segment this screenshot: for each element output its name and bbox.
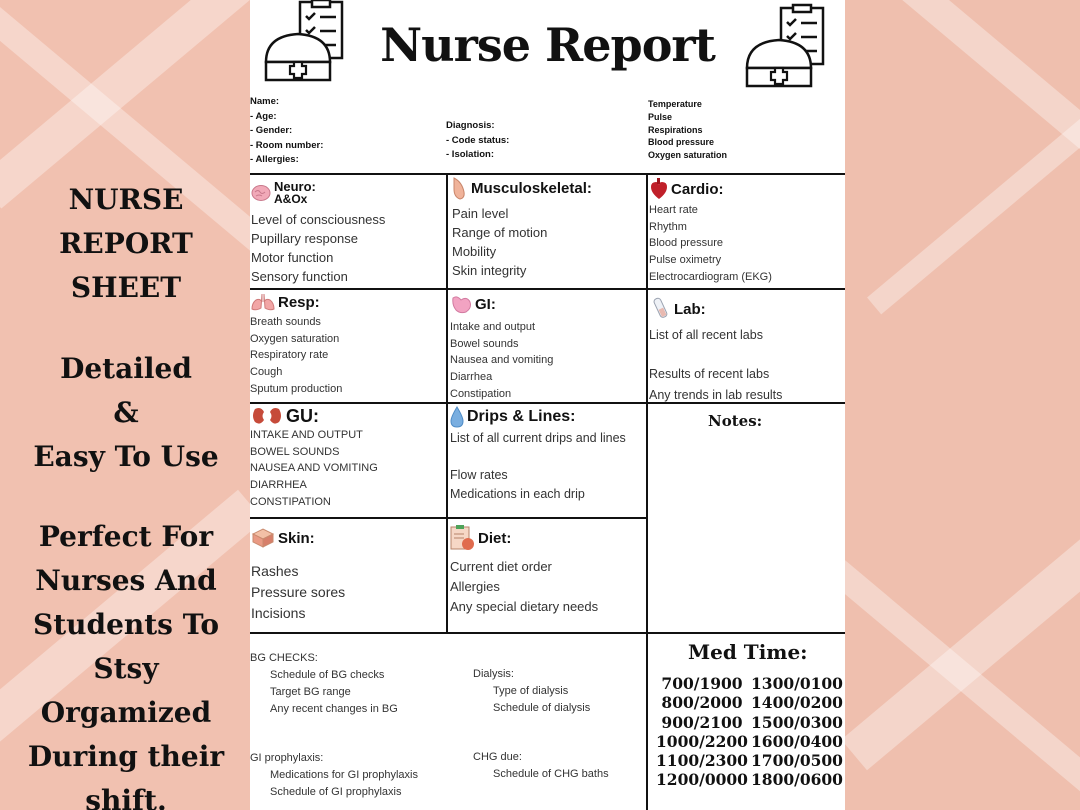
musculo-title-text: Musculoskeletal: xyxy=(471,179,592,197)
diet-title xyxy=(449,524,511,552)
list-item: Diarrhea xyxy=(450,371,493,384)
list-item: Nausea and vomiting xyxy=(450,354,554,367)
list-item: Target BG range xyxy=(270,686,351,698)
neuro-subtitle: A&Ox xyxy=(274,192,308,206)
resp-list xyxy=(250,314,342,398)
lab-title xyxy=(649,296,706,322)
list-item: Medications in each drip xyxy=(450,487,585,501)
promo-line: During their xyxy=(27,740,225,773)
list-item: NAUSEA AND VOMITING xyxy=(250,462,378,475)
info-line: Respirations xyxy=(648,124,703,135)
list-item: BOWEL SOUNDS xyxy=(250,445,340,458)
page-title: Nurse Report xyxy=(380,18,715,72)
gi-list xyxy=(450,319,553,403)
info-line: - Age: xyxy=(250,110,277,122)
promo-line: Students To Stsy xyxy=(32,608,219,685)
skin-title-text: Skin: xyxy=(278,529,315,547)
list-item: Electrocardiogram (EKG) xyxy=(649,270,772,283)
list-item: DIARRHEA xyxy=(250,479,307,492)
brain-icon xyxy=(251,184,271,202)
promo-line xyxy=(0,479,252,515)
gi-title xyxy=(450,294,496,314)
med-time-title: Med Time: xyxy=(688,640,808,664)
med-time-col-1 xyxy=(652,674,752,790)
diagnosis-info xyxy=(446,119,509,163)
list-item: Mobility xyxy=(452,244,497,259)
list-item: Incisions xyxy=(251,605,306,621)
info-line: - Isolation: xyxy=(446,149,495,160)
drips-title xyxy=(450,406,575,428)
list-item: Pain level xyxy=(452,206,509,221)
list-item: Medications for GI prophylaxis xyxy=(270,769,418,781)
med-time-slot: 1300/0100 xyxy=(751,674,843,693)
list-item: Range of motion xyxy=(452,225,548,240)
resp-title-text: Resp: xyxy=(278,293,320,311)
gu-title-text: GU: xyxy=(286,405,319,426)
list-item: Motor function xyxy=(251,250,334,265)
promo-line: Easy To Use xyxy=(33,440,219,473)
list-item: Cough xyxy=(250,366,283,379)
cardio-list xyxy=(649,202,772,286)
drips-list xyxy=(450,429,626,504)
list-item: Pulse oximetry xyxy=(649,254,722,267)
skin-list xyxy=(251,561,345,624)
nurse-report-sheet xyxy=(250,0,845,810)
med-time-slot: 800/2000 xyxy=(661,693,743,713)
list-item: Breath sounds xyxy=(250,316,321,328)
list-item: Current diet order xyxy=(450,559,552,574)
droplet-icon xyxy=(450,406,464,428)
lab-title-text: Lab: xyxy=(674,300,706,318)
list-item: Blood pressure xyxy=(649,237,723,250)
promo-line: & xyxy=(113,396,139,429)
background-right xyxy=(845,0,1080,810)
gi-prophylaxis-block xyxy=(250,750,418,801)
grid-line xyxy=(446,173,448,633)
lab-list xyxy=(649,325,782,406)
info-line: - Allergies: xyxy=(250,154,299,165)
list-item: Pressure sores xyxy=(251,584,346,600)
diet-clipboard-icon xyxy=(449,524,475,552)
gi-prophylaxis-title: GI prophylaxis: xyxy=(250,752,324,764)
cardio-title xyxy=(650,177,724,201)
bg-checks-title: BG CHECKS: xyxy=(250,652,318,664)
list-item: Skin integrity xyxy=(452,263,527,278)
stomach-icon xyxy=(450,294,472,314)
med-time-slot: 1400/0200 xyxy=(751,693,843,713)
gi-title-text: GI: xyxy=(475,295,496,313)
patient-info xyxy=(250,95,323,168)
info-line: Name: xyxy=(250,96,280,107)
dialysis-block xyxy=(473,666,590,717)
musculo-list xyxy=(452,204,547,280)
neuro-title-text: Neuro: xyxy=(274,179,316,194)
muscle-arm-icon xyxy=(450,176,468,200)
notes-title xyxy=(708,412,762,430)
notes-title-text: Notes: xyxy=(708,412,763,430)
info-line: - Gender: xyxy=(250,125,293,136)
info-line: Oxygen saturation xyxy=(648,150,728,161)
med-time-slot: 1000/2200 xyxy=(656,731,748,751)
list-item: Schedule of CHG baths xyxy=(493,768,609,780)
med-time-slot: 700/1900 xyxy=(661,674,743,693)
list-item: INTAKE AND OUTPUT xyxy=(250,429,363,441)
promo-line: Perfect For xyxy=(38,520,214,553)
list-item: Pupillary response xyxy=(251,231,358,246)
drips-title-text: Drips & Lines: xyxy=(467,408,576,425)
med-time-slot: 1600/0400 xyxy=(751,731,843,751)
list-item: Sputum production xyxy=(250,382,343,395)
chg-block xyxy=(473,749,609,783)
list-item: List of all recent labs xyxy=(649,328,763,342)
promo-line: shift. xyxy=(85,784,167,810)
test-tube-icon xyxy=(649,296,671,322)
list-item: Constipation xyxy=(450,387,512,400)
info-line: Pulse xyxy=(648,111,673,122)
med-time-slot: 1500/0300 xyxy=(751,712,843,732)
grid-line xyxy=(250,288,845,290)
info-line: Diagnosis: xyxy=(446,120,495,131)
gu-title xyxy=(251,405,319,427)
list-item: Rhythm xyxy=(649,220,687,233)
skin-title xyxy=(251,526,315,550)
info-line: Blood pressure xyxy=(648,137,715,148)
promo-line: SHEET xyxy=(70,271,182,304)
grid-line xyxy=(250,173,845,175)
med-time-slot: 1800/0600 xyxy=(751,770,843,790)
diet-title-text: Diet: xyxy=(478,529,512,547)
list-item: Allergies xyxy=(450,579,500,594)
musculo-title xyxy=(450,176,592,200)
promo-line xyxy=(0,310,252,347)
list-item: Any trends in lab results xyxy=(649,388,783,402)
resp-title xyxy=(251,292,320,312)
neuro-title xyxy=(251,180,316,206)
info-line: - Code status: xyxy=(446,134,510,146)
grid-line xyxy=(250,632,845,634)
promo-line: Detailed xyxy=(60,352,192,385)
chg-title: CHG due: xyxy=(473,751,522,763)
list-item: Flow rates xyxy=(450,468,508,482)
med-time-slot: 1200/0000 xyxy=(656,770,748,790)
list-item: Results of recent labs xyxy=(649,367,770,381)
list-item: CONSTIPATION xyxy=(250,495,331,508)
med-time-col-2 xyxy=(747,674,845,790)
list-item: Schedule of dialysis xyxy=(493,702,591,714)
list-item: Level of consciousness xyxy=(251,212,386,227)
list-item: Schedule of BG checks xyxy=(270,669,385,681)
list-item: Bowel sounds xyxy=(450,337,519,350)
lungs-icon xyxy=(251,292,275,312)
promo-line: Orgamized xyxy=(40,696,212,729)
bg-checks-block xyxy=(250,650,398,718)
med-time-slot: 1100/2300 xyxy=(656,751,748,771)
grid-line xyxy=(250,517,648,519)
vitals-info xyxy=(648,98,727,162)
diet-list xyxy=(450,557,598,617)
list-item: Respiratory rate xyxy=(250,349,329,362)
neuro-list xyxy=(251,210,385,286)
gu-list xyxy=(250,427,378,511)
grid-line xyxy=(646,173,648,810)
list-item: Any special dietary needs xyxy=(450,599,599,614)
list-item: Schedule of GI prophylaxis xyxy=(270,786,402,798)
list-item: Sensory function xyxy=(251,269,348,284)
promo-text xyxy=(0,178,252,810)
med-time-slot: 1700/0500 xyxy=(751,751,843,771)
promo-line: NURSE REPORT xyxy=(59,183,193,260)
info-line: Temperature xyxy=(648,99,702,109)
list-item: Type of dialysis xyxy=(493,685,569,697)
list-item: Heart rate xyxy=(649,204,698,216)
cardio-title-text: Cardio: xyxy=(671,180,724,198)
heart-icon xyxy=(650,177,668,201)
promo-line: Nurses And xyxy=(35,564,217,597)
kidney-icon xyxy=(251,405,283,427)
dialysis-title: Dialysis: xyxy=(473,668,514,680)
skin-layers-icon xyxy=(251,526,275,550)
list-item: Any recent changes in BG xyxy=(270,703,398,715)
list-item: Intake and output xyxy=(450,321,536,333)
list-item: Rashes xyxy=(251,563,299,579)
info-line: - Room number: xyxy=(250,139,324,151)
list-item: List of all current drips and lines xyxy=(450,431,626,445)
med-time-slot: 900/2100 xyxy=(661,712,743,732)
list-item: Oxygen saturation xyxy=(250,332,340,345)
